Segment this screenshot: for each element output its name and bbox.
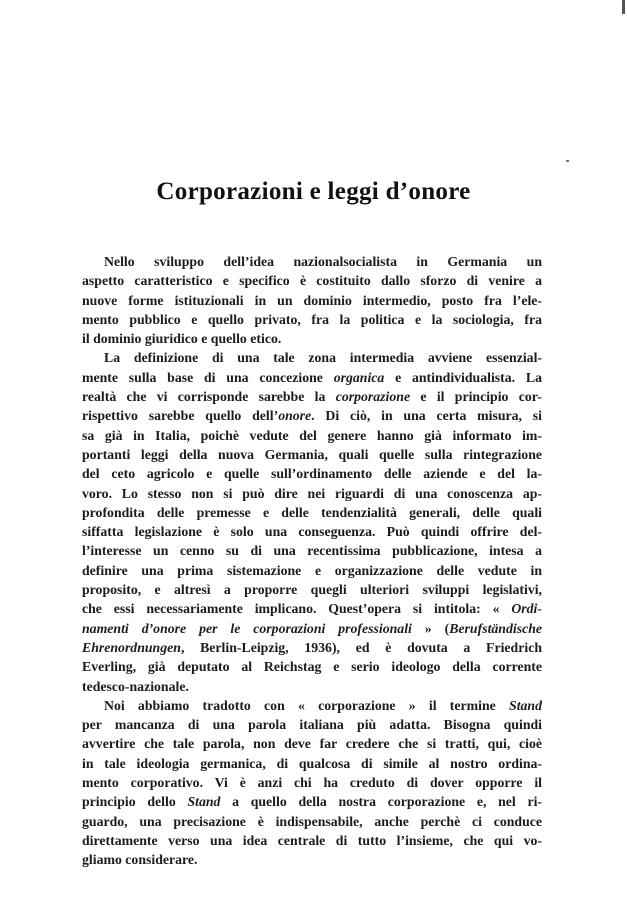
text-line: Nello sviluppo dell’idea nazionalsocialista in Germania un — [104, 254, 542, 269]
text-line: per mancanza di una parola italiana più adatta. Bisogna quindi — [82, 717, 542, 733]
text-line: Noi abbiamo tradotto con « corporazione » il termine Stand — [104, 697, 542, 713]
text-line: realtà che vi corrisponde sarebbe la corporazione e il principio cor- — [82, 389, 542, 405]
scan-edge-mark — [622, 0, 625, 14]
text-line: il dominio giuridico e quello etico. — [82, 331, 282, 347]
text-line: mente sulla base di una concezione organica e antindividualista. La — [82, 369, 542, 385]
paragraph — [82, 252, 542, 348]
text-line: La definizione di una tale zona intermedia avviene essenzial- — [104, 350, 542, 366]
text-line: portanti leggi della nuova Germania, quali quelle sulla rintegrazione — [82, 446, 542, 462]
text-line: principio dello Stand a quello della nostra corporazione e, nel ri- — [82, 794, 543, 810]
text-line: tedesco-nazionale. — [82, 678, 189, 694]
text-line: direttamente verso una idea centrale di tutto l’insieme, che qui vo- — [82, 832, 542, 848]
text-line: gliamo considerare. — [82, 852, 198, 868]
text-line: voro. Lo stesso non si può dire nei riguardi di una conoscenza ap- — [82, 485, 542, 501]
text-line: che essi necessariamente implicano. Quest’opera si intitola: « Ordi- — [82, 601, 542, 617]
text-line: in tale ideologia germanica, di qualcosa di simile al nostro ordina- — [82, 755, 542, 771]
text-line: nuove forme istituzionali in un dominio intermedio, posto fra l’ele- — [82, 292, 542, 308]
text-line: mento pubblico e quello privato, fra la politica e la sociologia, fra — [82, 311, 542, 327]
text-line: Ehrenordnungen, Berlin-Leipzig, 1936), ed è dovuta a Friedrich — [82, 639, 542, 655]
text-line: namenti d’onore per le corporazioni professionali » (Berufständische — [82, 620, 542, 636]
text-line: Everling, già deputato al Reichstag e serio ideologo della corrente — [82, 659, 542, 675]
text-line: mento corporativo. Vi è anzi chi ha creduto di dover opporre il — [82, 775, 542, 791]
text-line: profondita delle premesse e delle tendenzialità generali, delle quali — [82, 504, 542, 520]
text-line: aspetto caratteristico e specifico è costituito dallo sforzo di venire a — [82, 273, 542, 289]
text-line: l’interesse un cenno su di una recentissima pubblicazione, intesa a — [82, 543, 542, 559]
text-line: guardo, una precisazione è indispensabile, anche perchè ci conduce — [82, 813, 542, 829]
article-body — [82, 252, 542, 870]
paragraph — [82, 348, 542, 695]
text-line: proposito, e altresì a proporre quegli ulteriori sviluppi legislativi, — [82, 582, 542, 598]
text-line: avvertire che tale parola, non deve far credere che si tratti, qui, cioè — [82, 736, 542, 752]
text-line: sa già in Italia, poichè vedute del genere hanno già informato im- — [82, 427, 542, 443]
text-line: definire una prima sistemazione e organizzazione delle vedute in — [82, 562, 542, 578]
paragraph — [82, 696, 542, 870]
text-line: siffatta legislazione è solo una conseguenza. Può quindi offrire del- — [82, 524, 542, 540]
text-line: del ceto agricolo e quelle sull’ordinamento delle aziende e del la- — [82, 466, 542, 482]
scan-speck — [566, 160, 569, 162]
text-line: rispettivo sarebbe quello dell’onore. Di ciò, in una certa misura, si — [82, 408, 542, 424]
article-title: Corporazioni e leggi d’onore — [156, 178, 471, 205]
